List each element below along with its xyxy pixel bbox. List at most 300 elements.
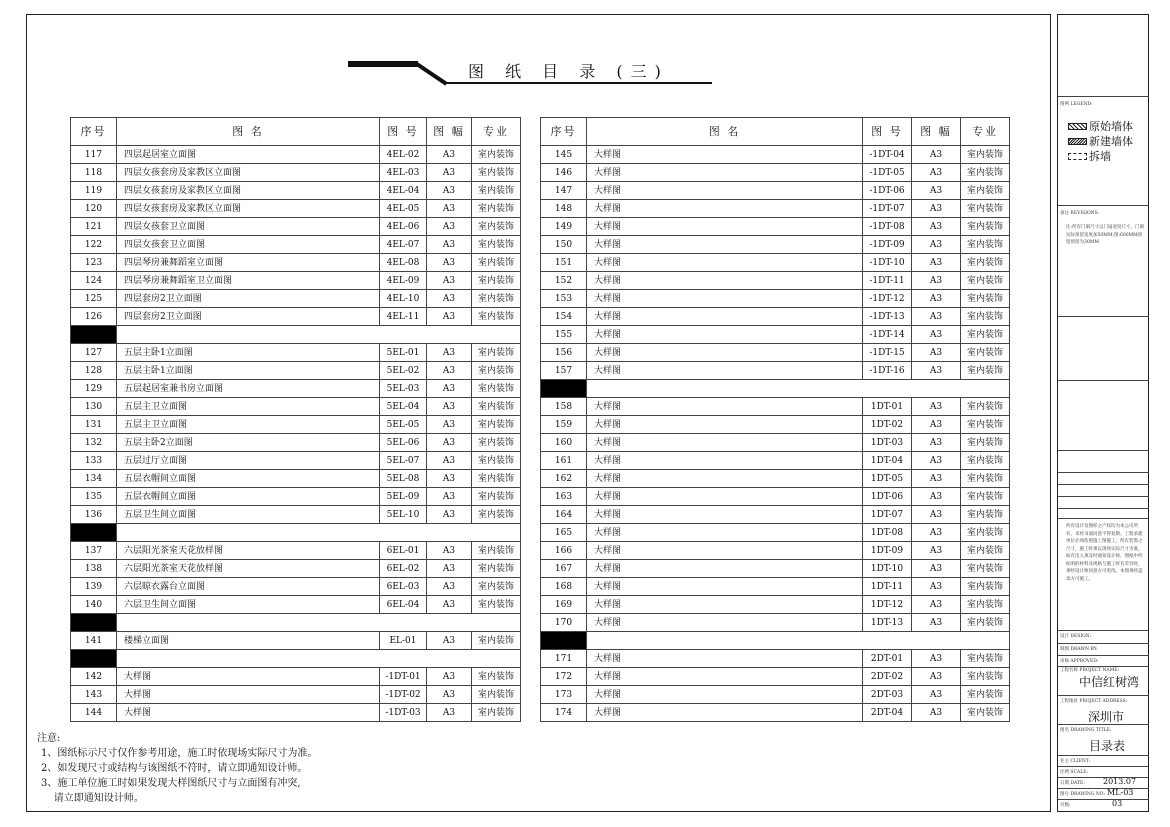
page-title: 图 纸 目 录 (三) bbox=[468, 62, 669, 81]
cell-code: -1DT-15 bbox=[863, 344, 912, 362]
cell-major: 室内装饰 bbox=[961, 560, 1010, 578]
note-line: 2、如发现尺寸或结构与该图纸不符时，请立即通知设计师。 bbox=[41, 763, 308, 774]
cell-name: 大样图 bbox=[117, 686, 380, 704]
page-number: 03 bbox=[1112, 799, 1123, 808]
divider bbox=[1058, 755, 1149, 756]
cell-size: A3 bbox=[912, 434, 961, 452]
cell-size: A3 bbox=[427, 182, 472, 200]
cell-size: A3 bbox=[427, 164, 472, 182]
cell-code: 4EL-02 bbox=[380, 146, 427, 164]
cell-no: 158 bbox=[541, 398, 587, 416]
cell-size: A3 bbox=[427, 470, 472, 488]
col-header-major: 专业 bbox=[961, 118, 1010, 146]
cell-code: 1DT-08 bbox=[863, 524, 912, 542]
divider bbox=[1058, 484, 1149, 485]
cell-code: 1DT-11 bbox=[863, 578, 912, 596]
cell-name: 五层起居室兼书房立面图 bbox=[117, 380, 380, 398]
cell-major: 室内装饰 bbox=[961, 506, 1010, 524]
drawing-date: 2013.07 bbox=[1103, 777, 1137, 786]
cell-size: A3 bbox=[427, 218, 472, 236]
table-row bbox=[71, 344, 521, 362]
col-header-major: 专业 bbox=[472, 118, 521, 146]
cell-code: -1DT-13 bbox=[863, 308, 912, 326]
legend-text: 原始墙体 bbox=[1089, 120, 1133, 133]
cell-code: 4EL-04 bbox=[380, 182, 427, 200]
cell-name: 大样图 bbox=[587, 614, 863, 632]
cell-no: 153 bbox=[541, 290, 587, 308]
legend-item-demolish-wall bbox=[1068, 148, 1111, 164]
legend-item-original-wall bbox=[1068, 118, 1133, 134]
address-label: 工程地址 PROJECT ADDRESS: bbox=[1060, 699, 1128, 704]
table-row bbox=[71, 362, 521, 380]
cell-name: 大样图 bbox=[587, 398, 863, 416]
cell-no: 172 bbox=[541, 668, 587, 686]
separator-empty-cell bbox=[117, 614, 521, 632]
cell-code: -1DT-11 bbox=[863, 272, 912, 290]
table-row bbox=[71, 290, 521, 308]
table-row bbox=[71, 416, 521, 434]
cell-no: 171 bbox=[541, 650, 587, 668]
cell-name: 四层女孩套房及家教区立面图 bbox=[117, 182, 380, 200]
separator-black-cell bbox=[71, 326, 117, 344]
cell-name: 四层女孩套卫立面图 bbox=[117, 218, 380, 236]
cell-no: 163 bbox=[541, 488, 587, 506]
table-row bbox=[541, 200, 1010, 218]
cell-code: 5EL-01 bbox=[380, 344, 427, 362]
cell-no: 129 bbox=[71, 380, 117, 398]
separator-empty-cell bbox=[117, 650, 521, 668]
cell-size: A3 bbox=[912, 146, 961, 164]
legend-label: 图例 LEGEND: bbox=[1060, 102, 1093, 107]
table-row bbox=[541, 344, 1010, 362]
cell-code: -1DT-10 bbox=[863, 254, 912, 272]
legend-text: 拆墙 bbox=[1089, 150, 1111, 163]
table-row bbox=[71, 488, 521, 506]
design-label: 设计 DESIGN: bbox=[1060, 634, 1092, 639]
title-underline bbox=[446, 82, 712, 84]
scale-label: 比例 SCALE: bbox=[1060, 770, 1088, 775]
cell-code: -1DT-12 bbox=[863, 290, 912, 308]
cell-size: A3 bbox=[912, 524, 961, 542]
table-header-row bbox=[71, 118, 521, 146]
cell-code: 2DT-02 bbox=[863, 668, 912, 686]
cell-size: A3 bbox=[912, 704, 961, 722]
table-row bbox=[541, 254, 1010, 272]
separator-empty-cell bbox=[587, 380, 1010, 398]
table-row bbox=[71, 452, 521, 470]
cell-code: 1DT-09 bbox=[863, 542, 912, 560]
cell-code: 6EL-01 bbox=[380, 542, 427, 560]
cell-code: 5EL-03 bbox=[380, 380, 427, 398]
separator-black-cell bbox=[71, 650, 117, 668]
cell-major: 室内装饰 bbox=[961, 452, 1010, 470]
table-row bbox=[71, 398, 521, 416]
table-row bbox=[71, 506, 521, 524]
cell-size: A3 bbox=[427, 344, 472, 362]
cell-size: A3 bbox=[912, 254, 961, 272]
cell-major: 室内装饰 bbox=[961, 146, 1010, 164]
cell-size: A3 bbox=[912, 614, 961, 632]
cell-code: -1DT-09 bbox=[863, 236, 912, 254]
cell-size: A3 bbox=[427, 146, 472, 164]
cell-name: 五层主卧1立面图 bbox=[117, 362, 380, 380]
cell-no: 134 bbox=[71, 470, 117, 488]
cell-no: 126 bbox=[71, 308, 117, 326]
cell-size: A3 bbox=[427, 578, 472, 596]
table-row bbox=[71, 668, 521, 686]
cell-major: 室内装饰 bbox=[472, 362, 521, 380]
cell-major: 室内装饰 bbox=[961, 236, 1010, 254]
divider bbox=[1058, 518, 1149, 519]
cell-code: 5EL-04 bbox=[380, 398, 427, 416]
table-row bbox=[541, 704, 1010, 722]
cell-name: 大样图 bbox=[587, 344, 863, 362]
table-row bbox=[541, 164, 1010, 182]
cell-name: 五层衣帽间立面图 bbox=[117, 470, 380, 488]
cell-major: 室内装饰 bbox=[961, 308, 1010, 326]
cell-size: A3 bbox=[427, 560, 472, 578]
cell-size: A3 bbox=[912, 542, 961, 560]
cell-size: A3 bbox=[912, 578, 961, 596]
cell-size: A3 bbox=[912, 416, 961, 434]
title-decor-bar bbox=[348, 61, 418, 67]
notes-section bbox=[37, 731, 317, 806]
cell-name: 大样图 bbox=[117, 704, 380, 722]
cell-no: 121 bbox=[71, 218, 117, 236]
cell-name: 五层主卫立面图 bbox=[117, 416, 380, 434]
cell-name: 大样图 bbox=[587, 650, 863, 668]
cell-code: -1DT-08 bbox=[863, 218, 912, 236]
table-row bbox=[541, 218, 1010, 236]
section-separator-row bbox=[541, 380, 1010, 398]
cell-major: 室内装饰 bbox=[961, 686, 1010, 704]
divider bbox=[1058, 695, 1149, 696]
cell-no: 154 bbox=[541, 308, 587, 326]
divider bbox=[1058, 766, 1149, 767]
separator-black-cell bbox=[541, 632, 587, 650]
table-row bbox=[541, 596, 1010, 614]
revision-label: 备注 REVISIONS: bbox=[1060, 211, 1100, 216]
cell-major: 室内装饰 bbox=[961, 344, 1010, 362]
table-row bbox=[71, 272, 521, 290]
cell-size: A3 bbox=[427, 632, 472, 650]
cell-major: 室内装饰 bbox=[961, 182, 1010, 200]
cell-name: 大样图 bbox=[587, 308, 863, 326]
cell-major: 室内装饰 bbox=[472, 452, 521, 470]
cell-major: 室内装饰 bbox=[472, 578, 521, 596]
cell-code: EL-01 bbox=[380, 632, 427, 650]
table-row bbox=[71, 200, 521, 218]
date-label: 日期 DATE: bbox=[1060, 781, 1085, 786]
cell-no: 124 bbox=[71, 272, 117, 290]
cell-major: 室内装饰 bbox=[961, 164, 1010, 182]
cell-major: 室内装饰 bbox=[961, 362, 1010, 380]
cell-name: 楼梯立面图 bbox=[117, 632, 380, 650]
drawing-index-table-right bbox=[540, 117, 1010, 722]
separator-black-cell bbox=[71, 614, 117, 632]
cell-code: -1DT-05 bbox=[863, 164, 912, 182]
divider bbox=[1058, 799, 1149, 800]
cell-major: 室内装饰 bbox=[961, 668, 1010, 686]
table-row bbox=[541, 614, 1010, 632]
cell-no: 140 bbox=[71, 596, 117, 614]
project-name: 中信红树湾 bbox=[1079, 675, 1140, 689]
cell-code: -1DT-01 bbox=[380, 668, 427, 686]
cell-no: 146 bbox=[541, 164, 587, 182]
table-row bbox=[541, 146, 1010, 164]
table-row bbox=[71, 542, 521, 560]
cell-name: 六层阳光茶室天花放样图 bbox=[117, 542, 380, 560]
cell-name: 五层主卧2立面图 bbox=[117, 434, 380, 452]
cell-major: 室内装饰 bbox=[961, 650, 1010, 668]
cell-size: A3 bbox=[427, 488, 472, 506]
cell-major: 室内装饰 bbox=[961, 434, 1010, 452]
client-label: 业主 CLIENT: bbox=[1060, 759, 1091, 764]
cell-no: 127 bbox=[71, 344, 117, 362]
cell-name: 五层主卫立面图 bbox=[117, 398, 380, 416]
cell-code: 1DT-04 bbox=[863, 452, 912, 470]
cell-major: 室内装饰 bbox=[472, 254, 521, 272]
cell-major: 室内装饰 bbox=[961, 578, 1010, 596]
cell-major: 室内装饰 bbox=[961, 524, 1010, 542]
cell-code: 1DT-10 bbox=[863, 560, 912, 578]
cell-no: 132 bbox=[71, 434, 117, 452]
cell-no: 167 bbox=[541, 560, 587, 578]
cell-no: 156 bbox=[541, 344, 587, 362]
divider bbox=[1058, 380, 1149, 381]
divider bbox=[1058, 788, 1149, 789]
cell-code: 1DT-03 bbox=[863, 434, 912, 452]
cell-size: A3 bbox=[427, 668, 472, 686]
cell-major: 室内装饰 bbox=[961, 596, 1010, 614]
cell-major: 室内装饰 bbox=[472, 632, 521, 650]
cell-name: 六层卫生间立面图 bbox=[117, 596, 380, 614]
divider bbox=[1058, 450, 1149, 451]
table-row bbox=[541, 236, 1010, 254]
page-title-block bbox=[346, 57, 712, 87]
divider bbox=[1058, 655, 1149, 656]
cell-code: 6EL-03 bbox=[380, 578, 427, 596]
cell-name: 大样图 bbox=[587, 164, 863, 182]
cell-name: 四层琴房兼舞蹈室卫立面图 bbox=[117, 272, 380, 290]
table-row bbox=[541, 290, 1010, 308]
cell-size: A3 bbox=[427, 686, 472, 704]
dashed-swatch-icon bbox=[1068, 153, 1087, 160]
divider bbox=[1058, 472, 1149, 473]
cell-no: 168 bbox=[541, 578, 587, 596]
cell-major: 室内装饰 bbox=[961, 488, 1010, 506]
divider bbox=[1058, 724, 1149, 725]
cell-no: 120 bbox=[71, 200, 117, 218]
divider bbox=[1058, 496, 1149, 497]
cell-name: 大样图 bbox=[587, 506, 863, 524]
col-header-no: 序号 bbox=[71, 118, 117, 146]
table-row bbox=[71, 686, 521, 704]
cell-name: 大样图 bbox=[587, 416, 863, 434]
note-line: 3、施工单位施工时如果发现大样图纸尺寸与立面图有冲突, bbox=[41, 778, 301, 789]
cell-code: 4EL-07 bbox=[380, 236, 427, 254]
divider bbox=[1058, 205, 1149, 206]
cell-code: 4EL-09 bbox=[380, 272, 427, 290]
cell-size: A3 bbox=[427, 200, 472, 218]
cell-major: 室内装饰 bbox=[472, 164, 521, 182]
cell-no: 131 bbox=[71, 416, 117, 434]
cell-code: 5EL-09 bbox=[380, 488, 427, 506]
drawing-no: ML-03 bbox=[1107, 788, 1134, 797]
cell-major: 室内装饰 bbox=[472, 686, 521, 704]
cell-major: 室内装饰 bbox=[961, 200, 1010, 218]
cell-no: 174 bbox=[541, 704, 587, 722]
cell-size: A3 bbox=[912, 344, 961, 362]
cell-size: A3 bbox=[427, 254, 472, 272]
table-row bbox=[71, 704, 521, 722]
cell-name: 五层主卧1立面图 bbox=[117, 344, 380, 362]
cell-name: 大样图 bbox=[587, 218, 863, 236]
divider bbox=[1058, 96, 1149, 97]
title-decor-slant bbox=[414, 61, 448, 86]
cell-no: 118 bbox=[71, 164, 117, 182]
cell-size: A3 bbox=[912, 596, 961, 614]
col-header-code: 图 号 bbox=[380, 118, 427, 146]
cell-no: 137 bbox=[71, 542, 117, 560]
table-row bbox=[71, 560, 521, 578]
cell-major: 室内装饰 bbox=[961, 470, 1010, 488]
checked-label: 审核 APPROVED: bbox=[1060, 659, 1099, 664]
cell-name: 大样图 bbox=[587, 452, 863, 470]
cell-major: 室内装饰 bbox=[472, 668, 521, 686]
cell-code: -1DT-07 bbox=[863, 200, 912, 218]
table-row bbox=[541, 542, 1010, 560]
cell-no: 169 bbox=[541, 596, 587, 614]
cell-size: A3 bbox=[427, 704, 472, 722]
cell-size: A3 bbox=[912, 326, 961, 344]
cell-code: 2DT-04 bbox=[863, 704, 912, 722]
cell-no: 152 bbox=[541, 272, 587, 290]
cell-code: -1DT-16 bbox=[863, 362, 912, 380]
table-row bbox=[541, 470, 1010, 488]
cell-major: 室内装饰 bbox=[472, 398, 521, 416]
drawing-index-table-left bbox=[70, 117, 521, 722]
cell-code: 1DT-01 bbox=[863, 398, 912, 416]
cell-name: 四层女孩套房及家教区立面图 bbox=[117, 164, 380, 182]
cell-no: 145 bbox=[541, 146, 587, 164]
cell-size: A3 bbox=[912, 182, 961, 200]
cell-name: 四层套房2卫立面图 bbox=[117, 308, 380, 326]
cell-size: A3 bbox=[912, 218, 961, 236]
table-row bbox=[541, 398, 1010, 416]
cell-size: A3 bbox=[427, 434, 472, 452]
cell-no: 138 bbox=[71, 560, 117, 578]
table-row bbox=[541, 686, 1010, 704]
drawing-title-label: 图名 DRAWING TITLE: bbox=[1060, 728, 1112, 733]
cell-no: 143 bbox=[71, 686, 117, 704]
cell-code: 4EL-05 bbox=[380, 200, 427, 218]
table-row bbox=[541, 668, 1010, 686]
cell-size: A3 bbox=[427, 506, 472, 524]
legend-text: 新建墙体 bbox=[1089, 135, 1133, 148]
cell-code: -1DT-02 bbox=[380, 686, 427, 704]
cell-size: A3 bbox=[427, 272, 472, 290]
cell-name: 大样图 bbox=[587, 488, 863, 506]
cell-code: 1DT-13 bbox=[863, 614, 912, 632]
cell-name: 大样图 bbox=[587, 434, 863, 452]
cell-name: 大样图 bbox=[587, 146, 863, 164]
cell-major: 室内装饰 bbox=[472, 344, 521, 362]
cell-code: 4EL-10 bbox=[380, 290, 427, 308]
cell-name: 大样图 bbox=[117, 668, 380, 686]
cell-name: 大样图 bbox=[587, 362, 863, 380]
cell-no: 125 bbox=[71, 290, 117, 308]
cell-no: 150 bbox=[541, 236, 587, 254]
drawn-label: 制图 DRAWN BY: bbox=[1060, 647, 1098, 652]
table-row bbox=[71, 596, 521, 614]
table-row bbox=[541, 182, 1010, 200]
table-row bbox=[541, 560, 1010, 578]
cell-major: 室内装饰 bbox=[472, 272, 521, 290]
cell-name: 大样图 bbox=[587, 200, 863, 218]
cell-name: 大样图 bbox=[587, 182, 863, 200]
table-row bbox=[71, 578, 521, 596]
cell-size: A3 bbox=[912, 506, 961, 524]
col-header-size: 图 幅 bbox=[427, 118, 472, 146]
section-separator-row bbox=[71, 650, 521, 668]
cell-code: 5EL-06 bbox=[380, 434, 427, 452]
cell-code: 1DT-12 bbox=[863, 596, 912, 614]
cell-size: A3 bbox=[912, 452, 961, 470]
cell-no: 133 bbox=[71, 452, 117, 470]
project-label: 工程名称 PROJECT NAME: bbox=[1060, 668, 1120, 673]
cell-size: A3 bbox=[427, 416, 472, 434]
cell-no: 160 bbox=[541, 434, 587, 452]
col-header-code: 图 号 bbox=[863, 118, 912, 146]
cell-major: 室内装饰 bbox=[472, 290, 521, 308]
cell-code: 6EL-04 bbox=[380, 596, 427, 614]
cell-name: 大样图 bbox=[587, 272, 863, 290]
cell-no: 162 bbox=[541, 470, 587, 488]
cell-size: A3 bbox=[912, 488, 961, 506]
table-row bbox=[71, 218, 521, 236]
cell-major: 室内装饰 bbox=[961, 326, 1010, 344]
revision-text: 注:所有门洞尺寸以门扇宽度尺寸，门洞实际预留宽度加50MM;图:600MM预留预留为30MM bbox=[1066, 225, 1145, 245]
table-header-row bbox=[541, 118, 1010, 146]
cell-size: A3 bbox=[427, 236, 472, 254]
cell-no: 141 bbox=[71, 632, 117, 650]
cell-size: A3 bbox=[912, 290, 961, 308]
cell-size: A3 bbox=[427, 380, 472, 398]
cell-no: 122 bbox=[71, 236, 117, 254]
cell-size: A3 bbox=[912, 470, 961, 488]
cell-size: A3 bbox=[912, 236, 961, 254]
note-line: 请立即通知设计师。 bbox=[41, 793, 144, 804]
cell-major: 室内装饰 bbox=[961, 218, 1010, 236]
table-row bbox=[71, 380, 521, 398]
cell-code: -1DT-06 bbox=[863, 182, 912, 200]
cell-code: 5EL-07 bbox=[380, 452, 427, 470]
cell-code: 5EL-02 bbox=[380, 362, 427, 380]
table-row bbox=[71, 164, 521, 182]
cell-size: A3 bbox=[912, 200, 961, 218]
cell-code: 4EL-06 bbox=[380, 218, 427, 236]
table-row bbox=[541, 326, 1010, 344]
table-row bbox=[71, 146, 521, 164]
cell-major: 室内装饰 bbox=[961, 542, 1010, 560]
cell-name: 大样图 bbox=[587, 542, 863, 560]
cell-major: 室内装饰 bbox=[472, 470, 521, 488]
cell-name: 大样图 bbox=[587, 254, 863, 272]
table-row bbox=[71, 236, 521, 254]
cell-name: 大样图 bbox=[587, 470, 863, 488]
cell-no: 159 bbox=[541, 416, 587, 434]
